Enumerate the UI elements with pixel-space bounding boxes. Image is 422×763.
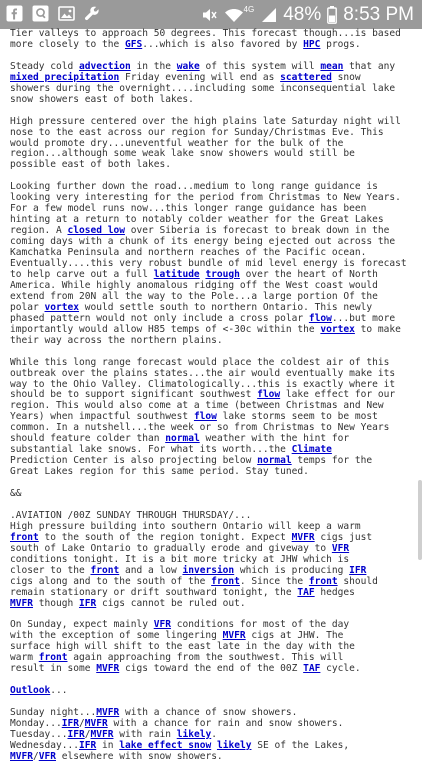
discussion-text: Kamchatka Peninsula and northern reaches of the Pacific ocean. (10, 247, 367, 259)
clock: 8:53 PM (343, 3, 414, 25)
glossary-link[interactable]: TAF (303, 663, 321, 675)
glossary-link[interactable]: front (10, 531, 39, 543)
discussion-line (10, 236, 395, 247)
discussion-line (10, 587, 355, 598)
discussion-line (10, 707, 297, 718)
discussion-text: over Siberia is forecast to break down in the (124, 225, 390, 237)
discussion-line (10, 740, 349, 751)
system-status (201, 0, 414, 29)
discussion-text: in the (130, 60, 177, 72)
glossary-link[interactable]: IFR (78, 739, 97, 751)
discussion-line (10, 269, 378, 280)
discussion-text: For a few model runs now...this longer range guidance has been (10, 203, 367, 215)
discussion-text: cigs toward the end of the 00Z (119, 663, 304, 675)
discussion-text: with a chance of snow showers. (119, 707, 298, 719)
discussion-line (10, 258, 407, 269)
chat-icon (32, 5, 49, 22)
glossary-link[interactable]: wake (176, 60, 200, 72)
discussion-text: ... (50, 685, 68, 697)
discussion-text: remain stationary or drift southward tonight, the (10, 586, 298, 598)
discussion-text: to help carve out a full (10, 268, 154, 280)
glossary-link[interactable]: scattered (280, 71, 332, 83)
discussion-line (10, 28, 401, 39)
discussion-text: cigs just (314, 531, 373, 543)
image-icon (58, 5, 75, 22)
discussion-text: again approaching from the southwest. This will (67, 652, 344, 664)
discussion-text: to make (354, 323, 401, 335)
glossary-link[interactable]: MVFR (96, 707, 120, 719)
glossary-link[interactable]: likely (216, 739, 252, 751)
discussion-text: would settle south to northern Ontario. This newly (79, 301, 373, 313)
battery-percent: 48% (283, 3, 322, 25)
discussion-line (10, 203, 366, 214)
discussion-line (10, 280, 378, 291)
glossary-link[interactable]: front (211, 575, 240, 587)
discussion-text: SE of the Lakes, (251, 739, 350, 751)
discussion-text: conditions tonight. It is a bit more tricky at JHW which is (10, 553, 350, 565)
discussion-text: Friday evening will end as (119, 71, 281, 83)
signal-icon (260, 6, 277, 23)
discussion-line (10, 138, 343, 149)
glossary-link[interactable]: vortex (320, 323, 355, 335)
discussion-text: / (33, 750, 39, 762)
discussion-line (10, 411, 378, 422)
discussion-line (10, 159, 171, 170)
scrollbar[interactable] (418, 480, 422, 560)
discussion-text: ...which is also favored by (142, 38, 304, 50)
glossary-link[interactable]: MVFR (90, 729, 114, 740)
glossary-link[interactable]: trough (205, 268, 240, 280)
discussion-text: should be to support significant southwest (10, 389, 258, 401)
discussion-text: polar (10, 301, 45, 313)
discussion-line (10, 521, 361, 532)
discussion-text: .AVIATION /00Z SUNDAY THROUGH THURSDAY/... (10, 509, 252, 521)
glossary-link[interactable]: IFR (67, 729, 85, 740)
discussion-text: cigs cannot be ruled out. (96, 597, 246, 609)
discussion-text: importantly would allow H85 temps of <-30c within the (10, 323, 321, 335)
discussion-text: && (10, 488, 22, 500)
discussion-line (10, 335, 223, 346)
discussion-text: Wednesday... (10, 739, 79, 751)
discussion-line (10, 214, 384, 225)
discussion-text: phased pattern would not only include a cross polar (10, 312, 309, 324)
discussion-text: though (33, 597, 79, 609)
glossary-link[interactable]: likely (176, 729, 212, 740)
discussion-line (10, 466, 309, 477)
glossary-link[interactable]: MVFR (96, 663, 120, 675)
discussion-line (10, 225, 389, 236)
discussion-text: Tier valleys to approach 50 degrees. This forecast though...is based (10, 28, 401, 39)
discussion-text: Years) when impactful southwest (10, 411, 194, 423)
glossary-link[interactable]: flow (193, 411, 217, 423)
discussion-line (10, 641, 355, 652)
discussion-text: conditions for most of the day (170, 619, 350, 631)
discussion-text: outbreak over the plains states...the air would eventually make its (10, 367, 396, 379)
discussion-line (10, 619, 349, 630)
discussion-text: to the south of the region tonight. Expect (38, 531, 292, 543)
discussion-line (10, 39, 361, 50)
discussion-text: and a low (119, 564, 183, 576)
discussion-line (10, 532, 372, 543)
discussion-text: Looking further down the road...medium to long range guidance is (10, 181, 378, 193)
discussion-text: possible east of both lakes. (10, 159, 171, 171)
discussion-line (10, 357, 389, 368)
discussion-line (10, 94, 194, 105)
glossary-link[interactable]: front (38, 652, 68, 664)
network-type: 4G (243, 5, 255, 14)
glossary-link[interactable]: closed low (67, 225, 125, 237)
discussion-line (10, 148, 355, 159)
discussion-text: over the heart of North (239, 268, 378, 280)
glossary-link[interactable]: MVFR (84, 718, 108, 730)
battery-icon (327, 6, 337, 23)
discussion-text: . (211, 729, 217, 740)
discussion-text: more closely to the (10, 38, 125, 50)
discussion-text: result in some (10, 663, 97, 675)
discussion-text: ...but more (331, 312, 396, 324)
discussion-text: High pressure centered over the high plains late Saturday night will (10, 115, 401, 127)
glossary-link[interactable]: lake effect snow (119, 739, 212, 751)
discussion-line (10, 444, 332, 455)
discussion-text: High pressure building into southern Ontario will keep a warm (10, 520, 361, 532)
discussion-text: should (337, 575, 378, 587)
glossary-link[interactable]: VFR (331, 542, 350, 554)
glossary-link[interactable]: normal (257, 455, 292, 467)
status-bar (0, 0, 422, 29)
discussion-line (10, 291, 378, 302)
discussion-line (10, 598, 246, 609)
discussion-text: with rain (113, 729, 177, 740)
discussion-line (10, 543, 349, 554)
discussion-text: closer to the (10, 564, 91, 576)
discussion-text: weather with the hint for (199, 433, 350, 445)
discussion-line (10, 247, 366, 258)
discussion-line (10, 368, 395, 379)
discussion-text: with the exception of some lingering (10, 630, 223, 642)
discussion-text: Prediction Center is also projecting below (10, 455, 258, 467)
discussion-text: showers during the overnight....including some inconsequential lake (10, 82, 396, 94)
glossary-link[interactable]: TAF (297, 586, 315, 598)
glossary-link[interactable]: IFR (78, 597, 97, 609)
discussion-line (10, 389, 395, 400)
glossary-link[interactable]: MVFR (10, 750, 33, 762)
discussion-text: way to the Ohio Valley. Climatologically...this is exactly where it (10, 378, 396, 390)
glossary-link[interactable]: HPC (303, 38, 321, 50)
discussion-text: . Since the (239, 575, 309, 587)
discussion-text: nose to the east across our region for Sunday/Christmas Eve. This (10, 126, 384, 138)
glossary-link[interactable]: front (90, 564, 120, 576)
discussion-text: Steady cold (10, 60, 79, 72)
discussion-text: their way across the northern plains. (10, 334, 223, 346)
glossary-link[interactable]: inversion (182, 564, 235, 576)
discussion-text: warm (10, 652, 39, 664)
discussion-text: hinting at a return to notably colder weather for the Great Lakes (10, 214, 384, 226)
discussion-text: Monday... (10, 718, 62, 730)
discussion-line (10, 127, 384, 138)
discussion-text: snow (331, 71, 361, 83)
discussion-text: extend from 20N all the way to the Pole...a large portion Of the (10, 290, 378, 302)
discussion-text: temps for the (291, 455, 373, 467)
discussion-text: progs. (320, 38, 361, 50)
discussion-text: substantial lake snows. For what its worth...the (10, 444, 292, 456)
notification-icons (6, 5, 101, 22)
discussion-text: Great Lakes region for this same period. Stay tuned. (10, 466, 309, 478)
discussion-text: of this system will (199, 60, 321, 72)
glossary-link[interactable]: IFR (61, 718, 79, 730)
discussion-line (10, 61, 395, 72)
discussion-text: which is producing (234, 564, 350, 576)
discussion-line (10, 630, 343, 641)
discussion-text: region. A (10, 225, 68, 237)
discussion-text: region...although some weak lake snow showers would still be (10, 148, 355, 160)
discussion-text: hedges (314, 586, 355, 598)
discussion-line (10, 400, 384, 411)
discussion-line (10, 510, 251, 521)
discussion-text: coming days with a chunk of its energy being ejected out across the (10, 236, 396, 248)
discussion-line (10, 565, 366, 576)
glossary-link[interactable]: advection (78, 60, 131, 72)
discussion-line (10, 72, 361, 83)
discussion-line (10, 576, 378, 587)
glossary-link[interactable]: vortex (44, 301, 79, 313)
discussion-text: lake effect for our (280, 389, 396, 401)
glossary-link[interactable]: flow (257, 389, 281, 401)
discussion-text: common. In a nutshell...the week or so from Christmas to New Years (10, 422, 390, 434)
glossary-link[interactable]: MVFR (222, 630, 246, 642)
discussion-line (10, 83, 395, 94)
discussion-line (10, 488, 22, 499)
discussion-text: cigs along and to the south of the (10, 575, 212, 587)
discussion-text: While this long range forecast would place the coldest air of this (10, 356, 390, 368)
discussion-text: America. While highly anomalous ridging off the West coast would (10, 279, 378, 291)
discussion-line (10, 455, 372, 466)
discussion-text: with a chance for rain and snow showers. (107, 718, 344, 730)
discussion-text: that any (343, 60, 396, 72)
discussion-line (10, 181, 378, 192)
glossary-link[interactable]: normal (165, 433, 200, 445)
discussion-text: cigs at JHW. The (245, 630, 344, 642)
glossary-link[interactable]: mixed precipitation (10, 71, 120, 83)
glossary-link[interactable]: mean (320, 60, 344, 72)
glossary-link[interactable]: Climate (291, 444, 332, 456)
glossary-link[interactable]: VFR (38, 750, 56, 762)
discussion-text: On Sunday, expect mainly (10, 619, 154, 631)
mute-icon (201, 6, 218, 23)
wifi-icon (224, 6, 244, 23)
discussion-text: in (96, 739, 120, 751)
discussion-line (10, 302, 372, 313)
glossary-link[interactable]: VFR (153, 619, 171, 631)
discussion-text: Sunday night... (10, 707, 97, 719)
wrench-icon (84, 5, 101, 22)
discussion-text: looking very interesting for the period from Christmas to New Years. (10, 192, 401, 204)
glossary-link[interactable]: MVFR (291, 531, 315, 543)
discussion-line (10, 422, 389, 433)
discussion-text: would promote dry...uneventful weather for the bulk of the (10, 137, 344, 149)
glossary-link[interactable]: IFR (349, 564, 367, 576)
discussion-line (10, 379, 395, 390)
discussion-text: surface high will shift to the east late in the day with the (10, 641, 355, 653)
discussion-text: / (84, 729, 91, 740)
discussion-line (10, 433, 349, 444)
discussion-line (10, 652, 343, 663)
discussion-line (10, 663, 361, 674)
discussion-line (10, 718, 343, 729)
discussion-line (10, 751, 223, 762)
discussion-text: region. This would also come at a time (between Christmas and New (10, 400, 384, 412)
discussion-text: snow showers east of both lakes. (10, 93, 194, 105)
discussion-text: elsewhere with snow showers. (56, 750, 223, 762)
discussion-text: cycle. (320, 663, 361, 675)
forecast-discussion-page[interactable] (0, 28, 414, 762)
glossary-link[interactable]: flow (308, 312, 332, 324)
facebook-icon (6, 5, 23, 22)
discussion-text: lake storms seem to be most (216, 411, 378, 423)
discussion-line (10, 116, 401, 127)
forecast-discussion-text (0, 29, 414, 763)
discussion-text: Eventually....this very robust bundle of mid level energy is forecast (10, 258, 407, 270)
discussion-line (10, 324, 401, 335)
discussion-text: Tuesday... (10, 729, 68, 740)
glossary-link[interactable]: GFS (124, 38, 143, 50)
discussion-text: should feature colder than (10, 433, 166, 445)
discussion-line (10, 554, 349, 565)
discussion-line (10, 192, 401, 203)
discussion-line (10, 729, 217, 740)
discussion-line (10, 313, 395, 324)
glossary-link[interactable]: front (308, 575, 338, 587)
glossary-link[interactable]: latitude (153, 268, 200, 280)
glossary-link[interactable]: Outlook (10, 685, 51, 697)
discussion-text: south of Lake Ontario to gradually erode and giveway to (10, 542, 332, 554)
glossary-link[interactable]: MVFR (10, 597, 33, 609)
discussion-line (10, 685, 67, 696)
discussion-text: / (78, 718, 85, 730)
